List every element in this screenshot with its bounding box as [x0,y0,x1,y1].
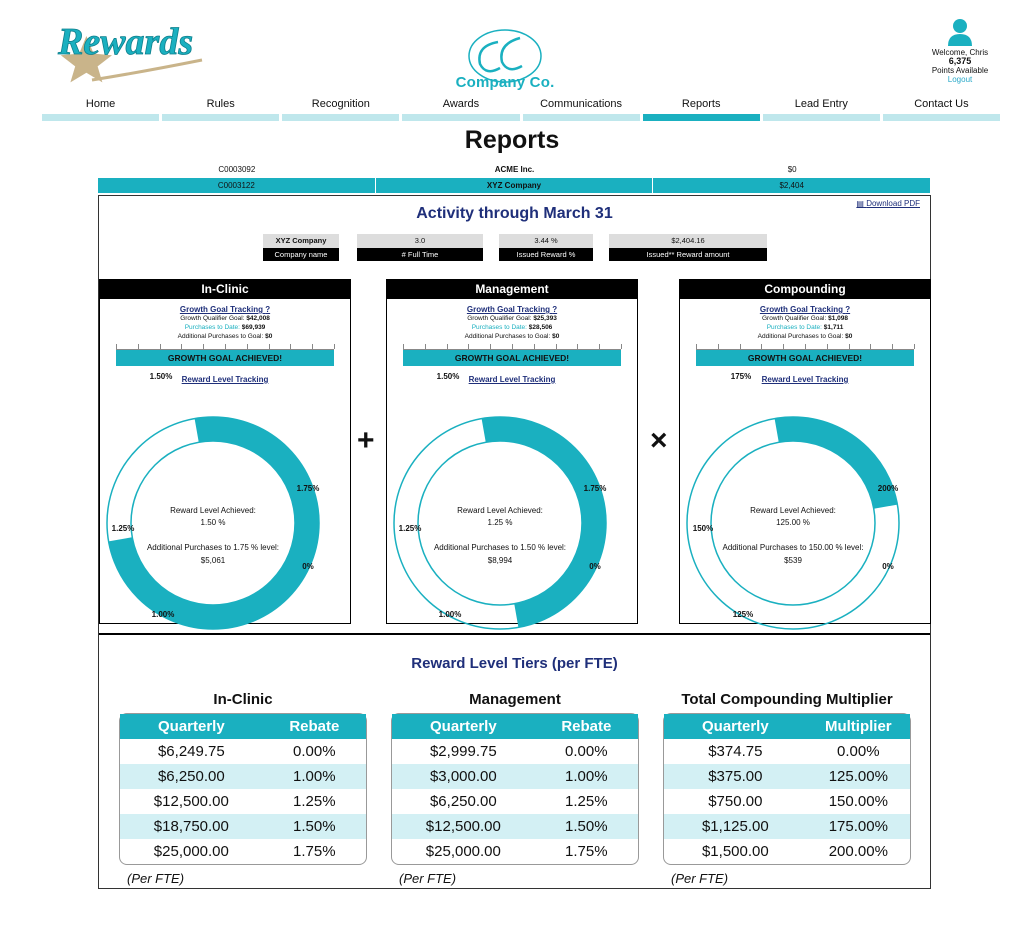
tier-rate-cell: 0.00% [837,743,880,760]
reward-level-link[interactable]: Reward Level Tracking [468,375,556,384]
purchases-label: Purchases to Date: [471,324,527,331]
stat-full-time [357,234,483,262]
gauge-tick-label: 1.25% [398,524,422,533]
per-fte-note: (Per FTE) [671,871,729,886]
tier-name: Total Compounding Multiplier [681,691,893,708]
goal-tick [599,344,600,349]
tier-quarterly-cell: $374.75 [708,743,763,760]
stat-reward-amount [609,234,767,262]
gauge-center-text: Additional Purchases to 150.00 % level: [722,543,864,552]
per-fte-note: (Per FTE) [399,871,457,886]
goal-tick [740,344,741,349]
header-rate: Rebate [561,718,612,735]
account-row[interactable] [98,162,931,177]
goal-value: $25,393 [533,315,557,322]
purchases-label: Purchases to Date: [766,324,822,331]
goal-tick [425,344,426,349]
gauge-center-text: Reward Level Achieved: [170,506,256,515]
tier-rate-cell: 1.50% [565,818,608,835]
additional-line [387,332,637,341]
purchases-line [100,323,350,332]
tier-row [664,814,910,839]
header-quarterly: Quarterly [701,718,769,735]
report-panel [98,195,931,889]
account-id: C0003122 [98,178,376,193]
goal-achieved-bar: GROWTH GOAL ACHIEVED! [116,350,334,366]
goal-ticks [116,344,334,350]
tier-row [120,789,366,814]
tier-rate-cell: 125.00% [828,768,888,785]
goal-line [680,314,930,323]
tier-quarterly-cell: $25,000.00 [153,843,229,860]
tier-rate-cell: 1.00% [293,768,336,785]
tier-rate-cell: 200.00% [828,843,888,860]
header-quarterly: Quarterly [157,718,225,735]
growth-goal-title: Growth Goal Tracking [179,305,263,314]
goal-tick [718,344,719,349]
gauge-tick-label: 150% [692,524,714,533]
tier-rate-cell: 175.00% [828,818,888,835]
gauge-center-text: Reward Level Achieved: [750,506,836,515]
tier-rate-cell: 1.00% [565,768,608,785]
goal-label: Growth Qualifier Goal: [180,315,245,322]
account-company: XYZ Company [376,178,654,193]
nav-home[interactable]: Home [42,97,159,121]
gauge-tick-label: 1.00% [151,610,175,619]
document-icon: ▤ [856,199,864,208]
goal-label: Growth Qualifier Goal: [761,315,827,322]
goal-tick [621,344,622,349]
tier-row [120,764,366,789]
gauge-tick-label: 0% [589,562,601,571]
card-title: Compounding [680,280,930,299]
points-value: 6,375 [948,56,972,66]
tier-rate-cell: 0.00% [293,743,336,760]
activity-title: Activity through March 31 [416,205,613,222]
goal-tick [312,344,313,349]
additional-label: Additional Purchases to Goal: [177,333,264,340]
gauge-tick-label: 1.25% [111,524,135,533]
goal-tick [181,344,182,349]
nav-recognition[interactable]: Recognition [282,97,399,121]
goal-value: $42,008 [246,315,270,322]
tier-name: Management [469,691,561,708]
tier-name: In-Clinic [213,691,273,708]
gauge-center-text: 1.25 % [487,518,513,527]
goal-tick [468,344,469,349]
growth-goal-link[interactable] [387,305,637,314]
tier-table [663,713,911,865]
tier-rate-cell: 1.75% [293,843,336,860]
tiers-title: Reward Level Tiers (per FTE) [411,655,618,672]
tier-quarterly-cell: $12,500.00 [153,793,229,810]
section-divider [99,633,930,635]
goal-tick [290,344,291,349]
goal-tick [138,344,139,349]
nav-communications[interactable]: Communications [523,97,640,121]
tier-rate-cell: 150.00% [828,793,888,810]
goal-tick [577,344,578,349]
gauge-tick-label: 1.75% [583,484,607,493]
stat-reward-pct [499,234,593,262]
growth-goal-link[interactable] [680,305,930,314]
goal-tick [512,344,513,349]
card-in-clinic [99,279,351,624]
goal-value: $1,098 [828,315,848,322]
goal-tick [783,344,784,349]
tier-quarterly-cell: $6,250.00 [429,793,497,810]
gauge-tick-label: 200% [877,484,899,493]
stat-value: $2,404.16 [609,234,767,248]
goal-tick [761,344,762,349]
goal-tick [696,344,697,349]
header-rate: Rebate [289,718,340,735]
gauge-center-text: $5,061 [200,556,226,565]
nav-lead-entry[interactable]: Lead Entry [763,97,880,121]
tier-row [392,839,638,864]
header-quarterly: Quarterly [429,718,497,735]
growth-goal-title: Growth Goal Tracking [466,305,550,314]
goal-achieved-bar: GROWTH GOAL ACHIEVED! [403,350,621,366]
purchases-value: $28,506 [528,324,553,331]
main-nav [42,97,1000,121]
tier-row [392,739,638,764]
goal-tick [805,344,806,349]
goal-tick [116,344,117,349]
download-pdf-label: Download PDF [866,199,920,208]
tier-row [664,764,910,789]
tier-rate-cell: 1.25% [293,793,336,810]
purchases-value: $1,711 [823,324,844,331]
additional-label: Additional Purchases to Goal: [757,333,844,340]
welcome-text: Welcome, Chris [931,48,989,57]
additional-label: Additional Purchases to Goal: [464,333,551,340]
plus-icon: + [357,424,375,457]
tier-quarterly-cell: $1,500.00 [701,843,769,860]
account-id: C0003092 [218,165,256,174]
tier-row [664,789,910,814]
help-icon[interactable]: ? [845,305,851,314]
logout-link[interactable]: Logout [947,75,973,84]
gauge-center-text: $539 [784,556,802,565]
account-amount: $0 [787,165,797,174]
card-compounding [679,279,931,624]
tier-row [392,814,638,839]
card-title: Management [387,280,637,299]
tier-row [664,839,910,864]
per-fte-note: (Per FTE) [127,871,185,886]
reward-level-link[interactable]: Reward Level Tracking [181,375,269,384]
gauge-tick-label: 1.50% [436,372,460,381]
tier-row [392,764,638,789]
additional-line [100,332,350,341]
gauge-tick-label: 175% [730,372,752,381]
multiply-icon: × [650,424,668,457]
goal-tick [870,344,871,349]
tier-row [664,739,910,764]
tier-quarterly-cell: $2,999.75 [429,743,497,760]
gauge-center-text: Reward Level Achieved: [457,506,543,515]
tier-row [392,789,638,814]
stat-label: Issued** Reward amount [609,248,767,261]
gauge-tick-label: 1.00% [438,610,462,619]
tier-rate-cell: 1.50% [293,818,336,835]
goal-tick [914,344,915,349]
goal-tick [160,344,161,349]
gauge-fill-arc [777,429,886,507]
page-title: Reports [464,126,560,154]
goal-tick [892,344,893,349]
tier-rate-cell: 0.00% [565,743,608,760]
goal-tick [534,344,535,349]
tier-header [120,714,366,739]
goal-line [387,314,637,323]
help-icon[interactable]: ? [552,305,558,314]
gauge-tick-label: 1.75% [296,484,320,493]
tier-table [119,713,367,865]
gauge-center-text: Additional Purchases to 1.75 % level: [146,543,280,552]
goal-ticks [696,344,914,350]
additional-value: $0 [552,333,560,340]
growth-goal-link[interactable] [100,305,350,314]
tier-row [120,739,366,764]
tier-quarterly-cell: $3,000.00 [429,768,497,785]
purchases-line [680,323,930,332]
tier-row [120,839,366,864]
goal-line [100,314,350,323]
goal-achieved-bar: GROWTH GOAL ACHIEVED! [696,350,914,366]
goal-tick [849,344,850,349]
tier-quarterly-cell: $25,000.00 [425,843,501,860]
additional-value: $0 [265,333,273,340]
points-label: Points Available [931,66,989,75]
stat-value: 3.0 [357,234,483,248]
account-row-selected[interactable] [98,178,931,193]
stat-value: 3.44 % [499,234,593,248]
tier-rate-cell: 1.75% [565,843,608,860]
help-icon[interactable]: ? [265,305,271,314]
gauge-center-text: 1.50 % [200,518,226,527]
gauge-tick-label: 1.50% [149,372,173,381]
tier-quarterly-cell: $375.00 [708,768,763,785]
stat-label: Company name [263,248,339,261]
goal-tick [269,344,270,349]
additional-value: $0 [845,333,853,340]
stat-value: XYZ Company [263,234,339,248]
tier-management [391,691,639,886]
gauge-tick-label: 0% [302,562,314,571]
company-name: Company Co. [455,74,555,91]
tier-quarterly-cell: $6,249.75 [157,743,225,760]
purchases-value: $69,939 [241,324,266,331]
gauge-tick-label: 0% [882,562,894,571]
nav-awards[interactable]: Awards [402,97,519,121]
goal-tick [447,344,448,349]
stat-label: Issued Reward % [499,248,593,261]
stat-company [263,234,339,262]
tier-quarterly-cell: $6,250.00 [157,768,225,785]
gauge-center-text: $8,994 [487,556,513,565]
growth-goal-title: Growth Goal Tracking [759,305,843,314]
goal-tick [490,344,491,349]
tier-rate-cell: 1.25% [565,793,608,810]
purchases-line [387,323,637,332]
tier-compounding [663,691,911,886]
user-box [920,18,1000,84]
account-amount: $2,404 [653,178,931,193]
goal-tick [225,344,226,349]
gauge-center-text: 125.00 % [776,518,810,527]
gauge-center-text: Additional Purchases to 1.50 % level: [433,543,567,552]
purchases-label: Purchases to Date: [184,324,240,331]
gauge-tick-label: 125% [732,610,754,619]
tier-quarterly-cell: $1,125.00 [701,818,769,835]
tier-quarterly-cell: $12,500.00 [425,818,501,835]
tier-row [120,814,366,839]
tier-header [392,714,638,739]
goal-tick [556,344,557,349]
header-rate: Multiplier [824,718,892,735]
goal-tick [827,344,828,349]
goal-tick [203,344,204,349]
additional-line [680,332,930,341]
goal-tick [247,344,248,349]
nav-contact-us[interactable]: Contact Us [883,97,1000,121]
account-company: ACME Inc. [494,165,535,174]
rewards-logo-text: Rewards [58,21,194,63]
goal-ticks [403,344,621,350]
nav-reports[interactable]: Reports [643,97,760,121]
reward-level-link[interactable]: Reward Level Tracking [761,375,849,384]
tier-quarterly-cell: $18,750.00 [153,818,229,835]
user-icon[interactable] [947,18,973,46]
card-title: In-Clinic [100,280,350,299]
goal-label: Growth Qualifier Goal: [467,315,532,322]
stat-label: # Full Time [357,248,483,261]
tier-quarterly-cell: $750.00 [708,793,763,810]
card-management [386,279,638,624]
tier-header [664,714,910,739]
tier-table [391,713,639,865]
nav-rules[interactable]: Rules [162,97,279,121]
goal-tick [334,344,335,349]
goal-tick [403,344,404,349]
rewards-logo[interactable] [52,14,212,94]
tier-in-clinic [119,691,367,886]
